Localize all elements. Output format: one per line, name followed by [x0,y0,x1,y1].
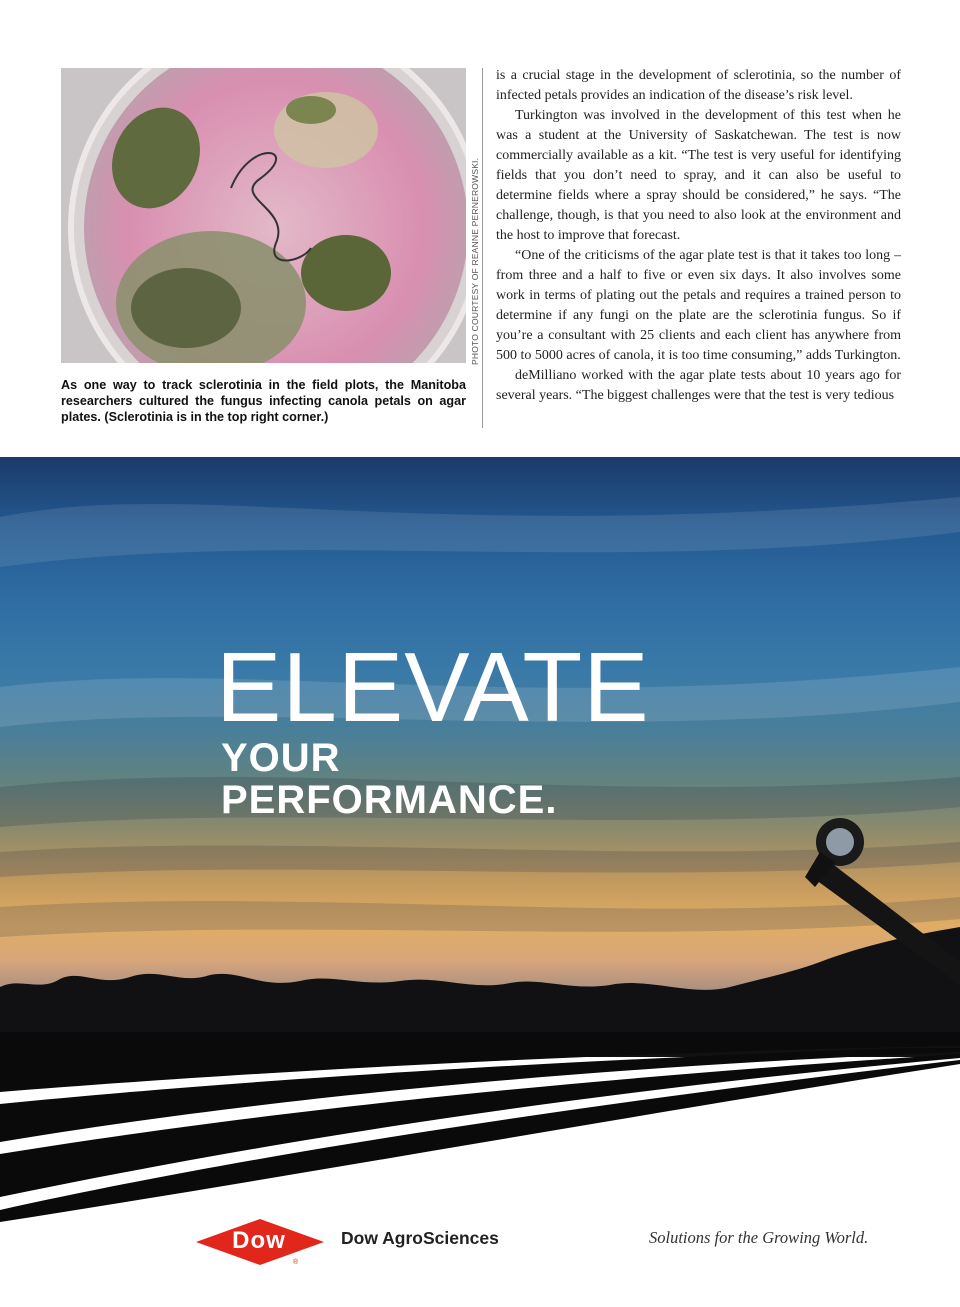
headline-performance: PERFORMANCE. [221,778,558,822]
dow-advertisement [0,457,960,1307]
column-divider [482,68,483,428]
article-paragraph: “One of the criticisms of the agar plate test is that it takes too long – from three and a half to five or even six days. It also involves some work in terms of plating out the petals and requires a trained person to determine if any fungi on the plate are the sclerotinia fungus. So if you’re a consultant with 25 clients and each client has anywhere from 500 to 5000 acres of canola, it is too time consuming,” adds Turkington. [496,248,901,363]
sunset-sky-image [0,457,960,1057]
headline-your: YOUR [221,736,341,780]
headline-elevate: ELEVATE [216,632,650,742]
ad-headline [216,632,650,822]
photo-credit: PHOTO COURTESY OF REANNE PERNEROWSKI. [470,157,480,365]
dow-diamond-logo [196,1217,324,1267]
article-body [496,66,901,428]
brand-name: Dow AgroSciences [341,1228,499,1248]
article-paragraph: deMilliano worked with the agar plate tests about 10 years ago for several years. “The biggest challenges were that the test is very tedious [496,368,901,403]
dow-logo-text: Dow [232,1227,286,1254]
article-paragraph: Turkington was involved in the development of this test when he was a student at the University of Saskatchewan. The test is now commercially available as a kit. “The test is very useful for identifying fields that you don’t need to spray, and it can also be useful to determine fields where a spray should be considered,” he says. “The challenge, though, is that you need to also look at the environment and the host to improve that forecast. [496,108,901,243]
agar-plate-illustration [61,68,466,363]
petri-dish-photo [61,68,466,363]
figure-caption: As one way to track sclerotinia in the field plots, the Manitoba researchers cultured the fungus infecting canola petals on agar plates. (Sclerotinia is in the top right corner.) [61,378,466,424]
black-swoosh-stripes [0,1032,960,1222]
svg-text:®: ® [293,1259,299,1266]
brand-footer [0,1212,960,1272]
brand-tagline: Solutions for the Growing World. [649,1228,869,1247]
article-paragraph: is a crucial stage in the development of sclerotinia, so the number of infected petals provides an indication of the disease’s risk level. [496,68,901,103]
